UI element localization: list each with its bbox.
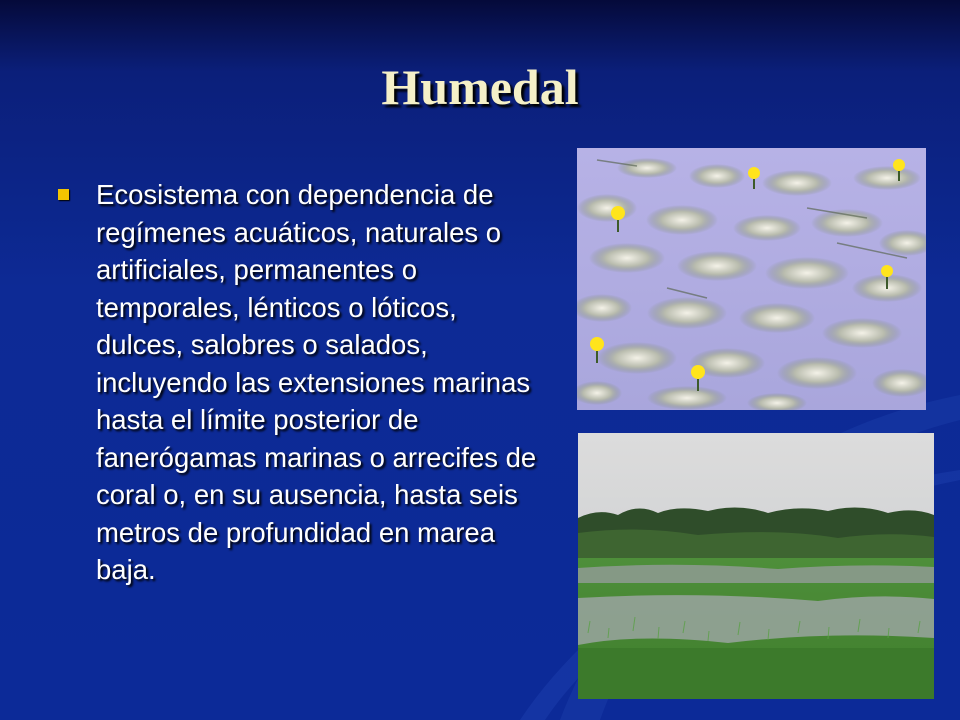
bullet-item [58,176,548,589]
aquatic-plants-photo [577,148,926,410]
wetland-landscape-photo [578,433,934,699]
bullet-text: Ecosistema con dependencia de regímenes acuáticos, naturales o artificiales, permanentes o temporales, lénticos o lóticos, dulces, salobres o salados, incluyendo las extensiones marinas hasta el límite posterior de fanerógamas marinas o arrecifes de coral o, en su ausencia, hasta seis metros de profundidad en marea baja. [96,179,537,585]
bullet-list [58,176,548,589]
slide-title: Humedal [381,59,579,115]
square-bullet-icon [58,189,69,200]
